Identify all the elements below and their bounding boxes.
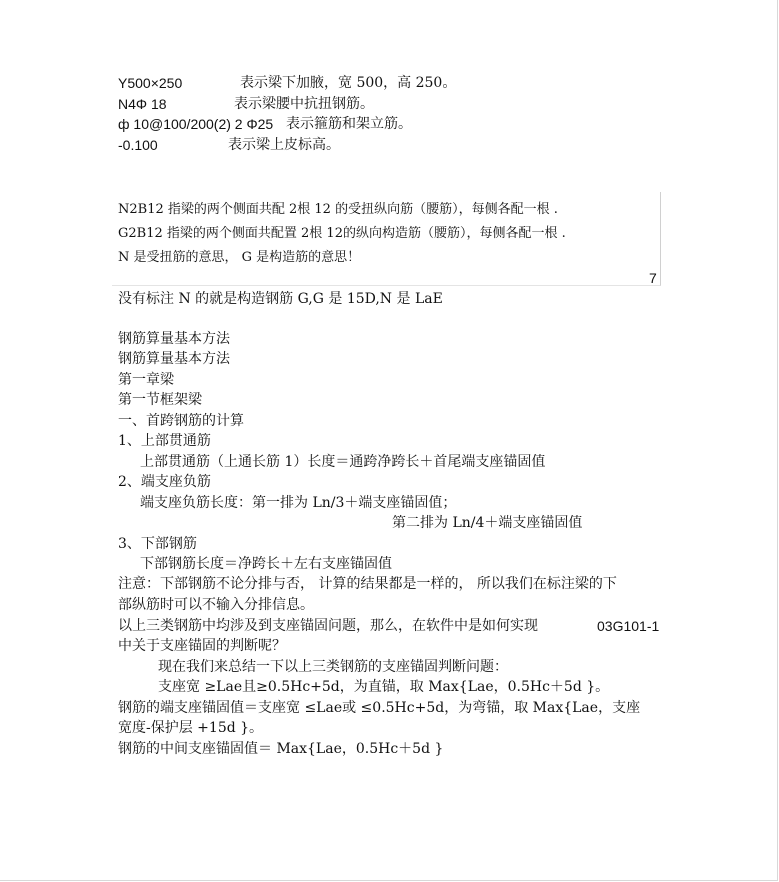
notation-desc-3: 表示箍筋和架立筋。	[286, 116, 412, 132]
notation-desc-4: 表示梁上皮标高。	[228, 137, 340, 153]
rule-bent-anchor-1: 钢筋的端支座锚固值＝支座宽 ≤Lae或 ≤0.5Hc+5d，为弯锚，取 Max{Lae，支座	[118, 700, 641, 716]
note-line-2: G2B12 指梁的两个侧面共配置 2根 12的纵向构造筋（腰筋），每侧各配一根 .	[118, 226, 566, 241]
notation-code-2: N4Φ 18	[118, 96, 167, 112]
section-1-body: 上部贯通筋（上通长筋 1）长度＝通跨净跨长＋首尾端支座锚固值	[140, 454, 546, 470]
section-3-body: 下部钢筋长度＝净跨长＋左右支座锚固值	[140, 556, 392, 572]
notation-code-1: Y500×250	[118, 75, 183, 91]
notation-desc-2: 表示梁腰中抗扭钢筋。	[234, 96, 374, 112]
heading-method-2: 钢筋算量基本方法	[118, 351, 230, 367]
section-2-title: 2、端支座负筋	[118, 474, 211, 490]
section-1-title: 1、上部贯通筋	[118, 433, 211, 449]
notation-code-4: -0.100	[118, 137, 158, 153]
rule-middle-anchor: 钢筋的中间支座锚固值＝ Max{Lae，0.5Hc＋5d }	[118, 741, 444, 757]
heading-chapter: 第一章梁	[118, 372, 174, 388]
section-2-body-2: 第二排为 Ln/4＋端支座锚固值	[392, 515, 583, 531]
question-ref: 03G101-1	[597, 618, 660, 634]
notation-code-3: ф 10@100/200(2) 2 Φ25	[118, 116, 274, 132]
section-3-title: 3、下部钢筋	[118, 536, 197, 552]
unmarked-note: 没有标注 N 的就是构造钢筋 G,G 是 15D,N 是 LaE	[118, 291, 443, 307]
question-line-1: 以上三类钢筋中均涉及到支座锚固问题，那么，在软件中是如何实现	[118, 618, 538, 634]
summary-intro: 现在我们来总结一下以上三类钢筋的支座锚固判断问题：	[158, 659, 508, 675]
section-2-body: 端支座负筋长度：第一排为 Ln/3＋端支座锚固值；	[140, 495, 457, 511]
note-para-2: 部纵筋时可以不输入分排信息。	[118, 597, 314, 613]
question-line-2: 中关于支座锚固的判断呢？	[118, 638, 286, 654]
notation-desc-1: 表示梁下加腋，宽 500，高 250。	[240, 75, 457, 91]
heading-method-1: 钢筋算量基本方法	[118, 331, 230, 347]
note-para-1: 注意：下部钢筋不论分排与否， 计算的结果都是一样的， 所以我们在标注梁的下	[118, 576, 617, 592]
page-number: 7	[649, 270, 657, 286]
note-line-3: N 是受扭筋的意思， G 是构造筋的意思！	[118, 250, 361, 265]
heading-section: 第一节框架梁	[118, 392, 202, 408]
rule-bent-anchor-2: 宽度-保护层 +15d }。	[118, 720, 264, 736]
heading-first-span: 一、首跨钢筋的计算	[118, 413, 244, 429]
note-line-1: N2B12 指梁的两个侧面共配 2根 12 的受扭纵向筋（腰筋），每侧各配一根 .	[118, 202, 558, 217]
rule-straight-anchor: 支座宽 ≥Lae且≥0.5Hc+5d，为直锚，取 Max{Lae，0.5Hc＋5d }。	[158, 679, 610, 695]
